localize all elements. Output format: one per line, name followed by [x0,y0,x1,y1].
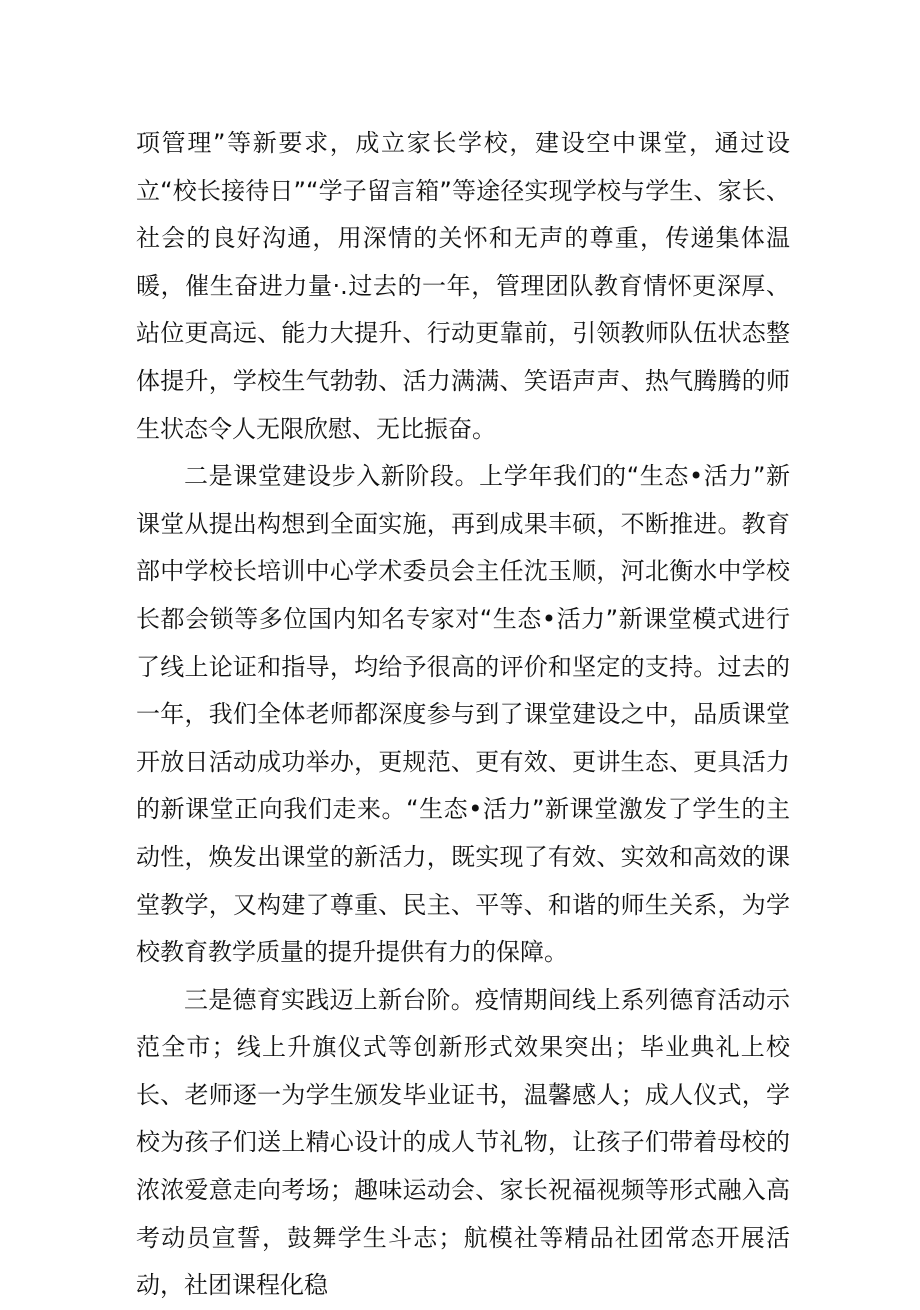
document-body [136,120,790,1310]
paragraph-classroom: 二是课堂建设步入新阶段。上学年我们的“生态•活力”新课堂从提出构想到全面实施，再到成果丰硕，不断推进。教育部中学校长培训中心学术委员会主任沈玉顺，河北衡水中学校长都会锁等多位国内知名专家对“生态•活力”新课堂模式进行了线上论证和指导，均给予很高的评价和坚定的支持。过去的一年，我们全体老师都深度参与到了课堂建设之中，品质课堂开放日活动成功举办，更规范、更有效、更讲生态、更具活力的新课堂正向我们走来。“生态•活力”新课堂激发了学生的主动性，焕发出课堂的新活力，既实现了有效、实效和高效的课堂教学，又构建了尊重、民主、平等、和谐的师生关系，为学校教育教学质量的提升提供有力的保障。 [136,462,790,967]
paragraph-continuation: 项管理”等新要求，成立家长学校，建设空中课堂，通过设立“校长接待日”“学子留言箱”等途径实现学校与学生、家长、社会的良好沟通，用深情的关怀和无声的尊重，传递集体温暖，催生奋进力量·.过去的一年，管理团队教育情怀更深厚、站位更高远、能力大提升、行动更靠前，引领教师队伍状态整体提升，学校生气勃勃、活力满满、笑语声声、热气腾腾的师生状态令人无限欣慰、无比振奋。 [136,129,790,443]
paragraph-moral-education: 三是德育实践迈上新台阶。疫情期间线上系列德育活动示范全市；线上升旗仪式等创新形式效果突出；毕业典礼上校长、老师逐一为学生颁发毕业证书，温馨感人；成人仪式，学校为孩子们送上精心设计的成人节礼物，让孩子们带着母校的浓浓爱意走向考场；趣味运动会、家长祝福视频等形式融入高考动员宣誓，鼓舞学生斗志；航模社等精品社团常态开展活动，社团课程化稳 [136,985,790,1300]
